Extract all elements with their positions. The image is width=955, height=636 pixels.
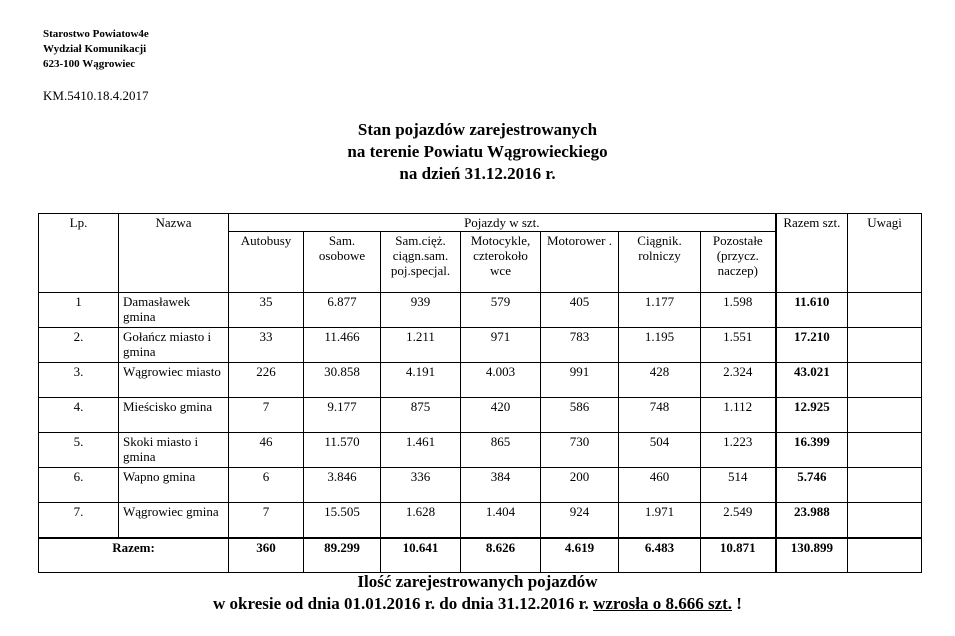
- cell-value: 30.858: [304, 363, 381, 398]
- header-sub: Pozostałe (przycz. naczep): [701, 232, 776, 293]
- summary-note: [0, 571, 955, 615]
- cell-lp: 3.: [39, 363, 119, 398]
- header-sub: Sam. osobowe: [304, 232, 381, 293]
- cell-value: 991: [541, 363, 619, 398]
- cell-uwagi: [848, 398, 922, 433]
- cell-value: 1.223: [701, 433, 776, 468]
- office-address: 623-100 Wągrowiec: [43, 58, 136, 70]
- cell-lp: 4.: [39, 398, 119, 433]
- vehicles-table: [38, 213, 922, 573]
- summary-exclamation: !: [732, 594, 742, 613]
- cell-value: 405: [541, 293, 619, 328]
- cell-value: 460: [619, 468, 701, 503]
- cell-value: 1.177: [619, 293, 701, 328]
- cell-value: 1.598: [701, 293, 776, 328]
- cell-value: 924: [541, 503, 619, 538]
- summary-increase: wzrosła o 8.666 szt.: [593, 594, 733, 613]
- cell-uwagi: [848, 363, 922, 398]
- header-group: Pojazdy w szt.: [229, 214, 776, 232]
- document-title: [0, 119, 955, 185]
- cell-value: 579: [461, 293, 541, 328]
- cell-value: 4.191: [381, 363, 461, 398]
- cell-nazwa: Gołańcz miasto i gmina: [119, 328, 229, 363]
- cell-lp: 6.: [39, 468, 119, 503]
- sum-razem: 130.899: [776, 538, 848, 573]
- cell-value: 3.846: [304, 468, 381, 503]
- header-sub: Motorower .: [541, 232, 619, 293]
- cell-razem: 17.210: [776, 328, 848, 363]
- office-name: Starostwo Powiatow4e: [43, 28, 149, 40]
- cell-value: 35: [229, 293, 304, 328]
- table-row: [39, 293, 922, 328]
- header-razem: Razem szt.: [776, 214, 848, 293]
- cell-value: 1.404: [461, 503, 541, 538]
- department-name: Wydział Komunikacji: [43, 43, 147, 55]
- cell-uwagi: [848, 433, 922, 468]
- cell-value: 336: [381, 468, 461, 503]
- office-header: [43, 27, 149, 72]
- title-line-3: na dzień 31.12.2016 r.: [399, 164, 556, 183]
- cell-value: 11.466: [304, 328, 381, 363]
- summary-period: w okresie od dnia 01.01.2016 r. do dnia 31.12.2016 r.: [213, 594, 594, 613]
- cell-value: 6.877: [304, 293, 381, 328]
- title-line-1: Stan pojazdów zarejestrowanych: [357, 120, 598, 139]
- header-lp: Lp.: [39, 214, 119, 293]
- title-line-2: na terenie Powiatu Wągrowieckiego: [347, 142, 608, 161]
- cell-value: 6: [229, 468, 304, 503]
- cell-razem: 16.399: [776, 433, 848, 468]
- cell-razem: 23.988: [776, 503, 848, 538]
- cell-lp: 5.: [39, 433, 119, 468]
- summary-line-2: [0, 593, 955, 615]
- sum-value: 360: [229, 538, 304, 573]
- cell-value: 420: [461, 398, 541, 433]
- cell-value: 586: [541, 398, 619, 433]
- cell-uwagi: [848, 503, 922, 538]
- summary-line-1: Ilość zarejestrowanych pojazdów: [357, 572, 598, 591]
- header-sub: Sam.cięż. ciągn.sam. poj.specjal.: [381, 232, 461, 293]
- cell-lp: 7.: [39, 503, 119, 538]
- sum-value: 10.641: [381, 538, 461, 573]
- header-uwagi: Uwagi: [848, 214, 922, 293]
- cell-value: 4.003: [461, 363, 541, 398]
- cell-value: 865: [461, 433, 541, 468]
- cell-value: 226: [229, 363, 304, 398]
- cell-value: 504: [619, 433, 701, 468]
- cell-value: 783: [541, 328, 619, 363]
- cell-value: 7: [229, 503, 304, 538]
- cell-nazwa: Wągrowiec miasto: [119, 363, 229, 398]
- cell-value: 748: [619, 398, 701, 433]
- cell-lp: 2.: [39, 328, 119, 363]
- cell-value: 514: [701, 468, 776, 503]
- cell-value: 2.549: [701, 503, 776, 538]
- table-row: [39, 363, 922, 398]
- sum-label: Razem:: [39, 538, 229, 573]
- cell-value: 200: [541, 468, 619, 503]
- cell-value: 428: [619, 363, 701, 398]
- cell-razem: 11.610: [776, 293, 848, 328]
- cell-nazwa: Wągrowiec gmina: [119, 503, 229, 538]
- cell-razem: 43.021: [776, 363, 848, 398]
- table-row: [39, 433, 922, 468]
- cell-value: 971: [461, 328, 541, 363]
- cell-value: 730: [541, 433, 619, 468]
- table-row: [39, 468, 922, 503]
- cell-lp: 1: [39, 293, 119, 328]
- cell-nazwa: Damasławek gmina: [119, 293, 229, 328]
- sum-value: 4.619: [541, 538, 619, 573]
- cell-value: 33: [229, 328, 304, 363]
- cell-value: 1.195: [619, 328, 701, 363]
- cell-value: 875: [381, 398, 461, 433]
- sum-value: 8.626: [461, 538, 541, 573]
- header-nazwa: Nazwa: [119, 214, 229, 293]
- sum-value: 89.299: [304, 538, 381, 573]
- header-sub: Autobusy: [229, 232, 304, 293]
- sum-value: 6.483: [619, 538, 701, 573]
- cell-value: 1.551: [701, 328, 776, 363]
- cell-nazwa: Mieścisko gmina: [119, 398, 229, 433]
- sum-value: 10.871: [701, 538, 776, 573]
- table-row: [39, 503, 922, 538]
- cell-uwagi: [848, 293, 922, 328]
- cell-razem: 5.746: [776, 468, 848, 503]
- cell-uwagi: [848, 468, 922, 503]
- header-sub: Motocykle, czterokoło wce: [461, 232, 541, 293]
- sum-row: [39, 538, 922, 573]
- cell-value: 384: [461, 468, 541, 503]
- cell-value: 11.570: [304, 433, 381, 468]
- table-row: [39, 398, 922, 433]
- sum-uwagi: [848, 538, 922, 573]
- cell-uwagi: [848, 328, 922, 363]
- cell-nazwa: Skoki miasto i gmina: [119, 433, 229, 468]
- cell-value: 2.324: [701, 363, 776, 398]
- cell-value: 9.177: [304, 398, 381, 433]
- table-row: [39, 328, 922, 363]
- cell-value: 1.211: [381, 328, 461, 363]
- cell-razem: 12.925: [776, 398, 848, 433]
- cell-value: 15.505: [304, 503, 381, 538]
- header-sub: Ciągnik. rolniczy: [619, 232, 701, 293]
- cell-value: 1.971: [619, 503, 701, 538]
- cell-value: 46: [229, 433, 304, 468]
- cell-value: 1.628: [381, 503, 461, 538]
- cell-value: 1.112: [701, 398, 776, 433]
- reference-number: KM.5410.18.4.2017: [43, 88, 149, 103]
- cell-value: 7: [229, 398, 304, 433]
- cell-value: 939: [381, 293, 461, 328]
- cell-value: 1.461: [381, 433, 461, 468]
- cell-nazwa: Wapno gmina: [119, 468, 229, 503]
